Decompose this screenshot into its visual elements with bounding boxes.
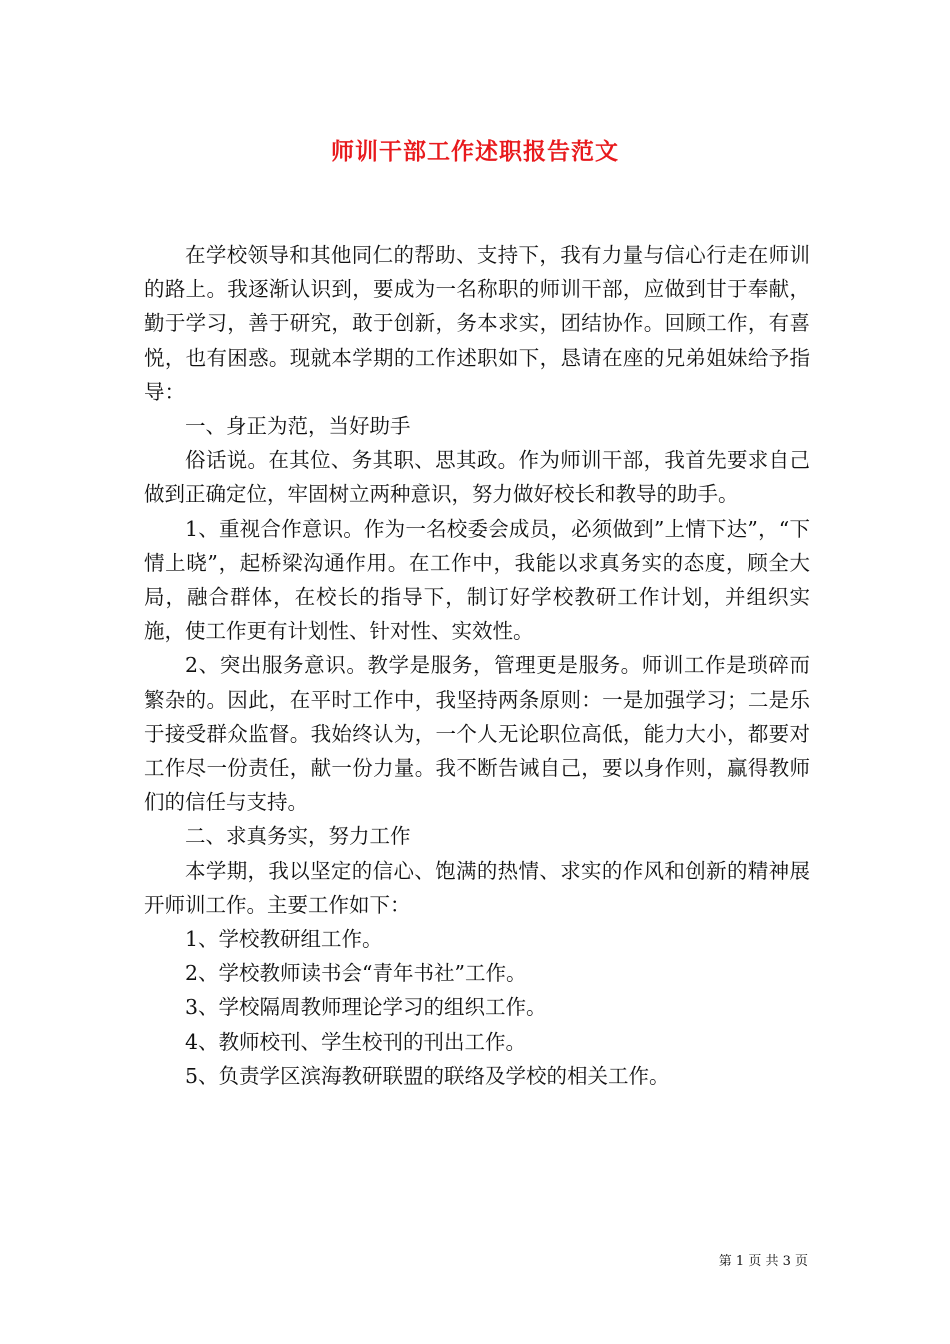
section-heading-2: 二、求真务实，努力工作 [185, 824, 411, 849]
document-title: 师训干部工作述职报告范文 [331, 138, 619, 165]
document-body [144, 238, 810, 1093]
paragraph-item-2: 2、突出服务意识。教学是服务，管理更是服务。师训工作是琐碎而繁杂的。因此，在平时工作中，我坚持两条原则：一是加强学习；二是乐于接受群众监督。我始终认为，一个人无论职位高低，能力大小，都要对工作尽一份责任，献一份力量。我不断告诫自己，要以身作则，赢得教师们的信任与支持。 [144, 653, 810, 815]
list-item: 4、教师校刊、学生校刊的刊出工作。 [185, 1029, 527, 1054]
paragraph-item-1: 1、重视合作意识。作为一名校委会成员，必须做到”上情下达”，“下情上晓”，起桥梁沟通作用。在工作中，我能以求真务实的态度，顾全大局，融合群体，在校长的指导下，制订好学校教研工作计划，并组织实施，使工作更有计划性、针对性、实效性。 [144, 516, 810, 644]
list-item: 5、负责学区滨海教研联盟的联络及学校的相关工作。 [185, 1063, 670, 1088]
list-item: 1、学校教研组工作。 [185, 927, 383, 952]
page-number: 第 1 页 共 3 页 [718, 1254, 808, 1269]
list-item: 3、学校隔周教师理论学习的组织工作。 [185, 995, 547, 1020]
section-heading-1: 一、身正为范，当好助手 [185, 414, 411, 439]
paragraph-intro: 在学校领导和其他同仁的帮助、支持下，我有力量与信心行走在师训的路上。我逐渐认识到，要成为一名称职的师训干部，应做到甘于奉献，勤于学习，善于研究，敢于创新，务本求实，团结协作。回顾工作，有喜悦，也有困惑。现就本学期的工作述职如下，恳请在座的兄弟姐妹给予指导： [144, 243, 810, 404]
paragraph-section-1: 俗话说。在其位、务其职、思其政。作为师训干部，我首先要求自己做到正确定位，牢固树立两种意识，努力做好校长和教导的助手。 [144, 448, 810, 507]
paragraph-section-2: 本学期，我以坚定的信心、饱满的热情、求实的作风和创新的精神展开师训工作。主要工作如下： [144, 858, 810, 917]
list-item: 2、学校教师读书会“青年书社”工作。 [185, 961, 527, 986]
